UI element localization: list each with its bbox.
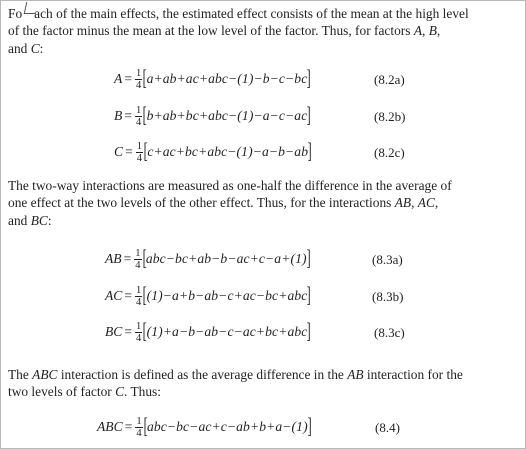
text-line: one effect at the two levels of the other effect. Thus, for the interactions — [8, 195, 395, 211]
denominator: 4 — [136, 152, 142, 164]
numerator: 1 — [135, 247, 141, 259]
interaction-symbol: AC — [417, 195, 435, 211]
left-bracket: [ — [142, 245, 147, 270]
interaction-symbol: AB — [394, 195, 412, 211]
paragraph-two-way-interactions — [8, 177, 513, 229]
numerator: 1 — [135, 104, 142, 116]
punct: : — [47, 212, 52, 228]
equation-number: (8.2c) — [374, 145, 405, 160]
equation-lhs: C — [114, 144, 124, 159]
punct: : — [39, 40, 44, 56]
numerator: 1 — [136, 140, 142, 152]
right-bracket: ] — [307, 318, 312, 343]
equation-8-2b — [114, 100, 311, 132]
equation-lhs: AC — [105, 288, 123, 303]
fraction — [134, 248, 141, 271]
equation-8-3a — [105, 243, 310, 275]
punct: , — [422, 23, 429, 39]
numerator: 1 — [135, 67, 142, 79]
equation-lhs: ABC — [97, 419, 123, 434]
equals-sign: = — [124, 288, 133, 303]
equals-sign: = — [123, 251, 132, 266]
denominator: 4 — [136, 332, 142, 344]
equation-body: c+ac+bc+abc−(1)−a−b−ab — [147, 144, 309, 159]
denominator: 4 — [135, 79, 142, 91]
equals-sign: = — [124, 71, 132, 86]
text-line: The two-way interactions are measured as one-half the difference in the average of — [8, 178, 452, 193]
right-bracket: ] — [306, 102, 312, 127]
text-line: of the factor minus the mean at the low level of the factor. Thus, for factors — [8, 23, 414, 39]
factor-symbol: C — [30, 40, 40, 56]
equation-number: (8.2b) — [374, 109, 406, 124]
numerator: 1 — [136, 284, 142, 296]
equation-number: (8.3b) — [372, 289, 404, 304]
left-bracket: [ — [143, 413, 148, 438]
equation-8-3b — [105, 280, 311, 312]
left-bracket: [ — [142, 282, 147, 307]
numerator: 1 — [136, 320, 142, 332]
fraction — [135, 321, 142, 344]
equals-sign: = — [124, 324, 133, 339]
punct: , — [436, 23, 441, 39]
equation-body: b+ab+bc+abc−(1)−a−c−ac — [146, 108, 308, 123]
numerator: 1 — [136, 415, 142, 427]
equation-number: (8.4) — [375, 420, 400, 435]
equation-lhs: BC — [105, 324, 123, 339]
factor-symbol: C — [115, 384, 125, 400]
equation-body: abc−bc+ab−b−ac+c−a+(1) — [145, 251, 307, 266]
right-bracket: ] — [307, 138, 312, 163]
left-bracket: [ — [142, 102, 147, 127]
fraction — [135, 68, 142, 91]
right-bracket: ] — [306, 65, 312, 90]
fraction — [135, 416, 142, 439]
interaction-symbol: BC — [30, 212, 48, 228]
equation-8-3c — [105, 316, 311, 348]
fraction — [136, 141, 143, 164]
equation-number: (8.2a) — [374, 72, 405, 87]
interaction-symbol: ABC — [32, 367, 58, 382]
left-bracket: [ — [142, 318, 147, 343]
equation-number: (8.3a) — [372, 252, 403, 267]
denominator: 4 — [135, 259, 141, 271]
punct: , — [434, 195, 439, 211]
factor-symbol: A — [413, 23, 422, 39]
equals-sign: = — [125, 144, 133, 159]
equation-body: abc−bc−ac+c−ab+b+a−(1) — [146, 419, 308, 434]
right-bracket: ] — [307, 282, 312, 307]
text-line: interaction for the — [363, 367, 463, 382]
punct: , — [411, 195, 418, 211]
text-line: and — [8, 212, 31, 228]
equation-8-4 — [97, 411, 311, 443]
equation-body: a+ab+ac+abc−(1)−b−c−bc — [146, 71, 308, 86]
right-bracket: ] — [307, 413, 312, 438]
text-line: and — [8, 40, 31, 56]
fraction — [135, 105, 142, 128]
equation-lhs: B — [114, 108, 123, 123]
text-line: interaction is defined as the average difference in the — [57, 367, 348, 382]
equation-number: (8.3c) — [374, 325, 405, 340]
equals-sign: = — [124, 419, 133, 434]
paragraph-main-effects — [8, 5, 513, 57]
equation-lhs: A — [114, 71, 123, 86]
equation-body: (1)+a−b−ab−c−ac+bc+abc — [146, 324, 308, 339]
left-bracket: [ — [142, 65, 147, 90]
text-fragment: Fo — [8, 6, 23, 21]
text-line: ach of the main effects, the estimated effect consists of the mean at the high level — [34, 6, 469, 21]
equation-8-2a — [114, 63, 311, 95]
left-bracket: [ — [143, 138, 148, 163]
text-line: two levels of factor — [8, 384, 116, 400]
fraction — [135, 285, 142, 308]
equals-sign: = — [124, 108, 132, 123]
text-line: The — [8, 367, 33, 382]
paragraph-abc-interaction — [8, 366, 513, 401]
denominator: 4 — [135, 116, 142, 128]
equation-8-2c — [114, 136, 311, 168]
text-line: . Thus: — [124, 384, 161, 400]
equation-body: (1)−a+b−ab−c+ac−bc+abc — [146, 288, 308, 303]
denominator: 4 — [136, 427, 142, 439]
denominator: 4 — [136, 296, 142, 308]
factor-symbol: B — [428, 23, 437, 39]
interaction-symbol: AB — [347, 367, 364, 382]
right-bracket: ] — [306, 245, 311, 270]
equation-lhs: AB — [105, 251, 122, 266]
